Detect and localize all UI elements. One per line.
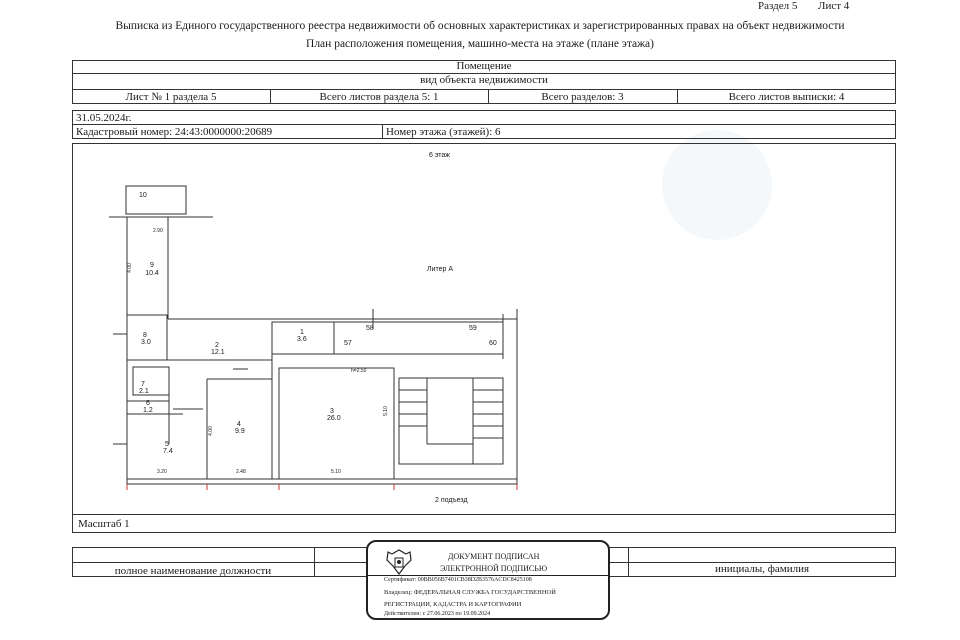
stamp-certificate: Сертификат: 00BB056B7401CB38D2B3576ACDC8425108 (384, 577, 532, 583)
room-9-number: 9 (150, 262, 154, 269)
object-type: Помещение (456, 60, 512, 72)
dimension-label: 4.00 (207, 426, 214, 436)
room-5-area: 7.4 (163, 448, 173, 455)
section-label: Раздел 5 (758, 0, 798, 12)
total-sections: Всего разделов: 3 (541, 91, 624, 103)
liter-label: Литер А (427, 266, 454, 273)
entrance-label: 2 подъезд (435, 497, 468, 504)
floor-plan (72, 143, 896, 533)
room-4-number: 4 (237, 421, 241, 428)
dimension-label: 5.10 (331, 469, 341, 475)
ceiling-height-label: h=2.50 (351, 368, 367, 374)
stamp-owner-line1: Владелец: ФЕДЕРАЛЬНАЯ СЛУЖБА ГОСУДАРСТВЕННОЙ (384, 589, 556, 596)
sheet-label: Лист 4 (818, 0, 850, 12)
extract-date: 31.05.2024г. (76, 112, 132, 124)
total-sheets-section: Всего листов раздела 5: 1 (319, 91, 439, 103)
stamp-owner-line2: РЕГИСТРАЦИИ, КАДАСТРА И КАРТОГРАФИИ (384, 601, 522, 608)
room-6-number: 6 (146, 400, 150, 407)
room-5-number: 5 (165, 441, 169, 448)
room-9-area: 10.4 (145, 270, 159, 277)
room-1-number: 1 (300, 329, 304, 336)
room-2-area: 12.1 (211, 349, 225, 356)
document-subtitle: План расположения помещения, машино-места на этаже (плане этажа) (306, 38, 654, 50)
room-59-number: 59 (469, 325, 477, 332)
room-2-number: 2 (215, 342, 219, 349)
room-4-area: 9.9 (235, 428, 245, 435)
room-60-number: 60 (489, 340, 497, 347)
floor-label: 6 этаж (429, 152, 450, 159)
electronic-signature-stamp (366, 540, 610, 620)
room-6-area: 1.2 (143, 407, 153, 414)
room-7-area: 2.1 (139, 388, 149, 395)
dimension-label: 4.00 (126, 263, 133, 273)
stamp-line2: ЭЛЕКТРОННОЙ ПОДПИСЬЮ (440, 564, 548, 573)
dimension-label: 5.10 (382, 406, 389, 416)
room-57-number: 57 (344, 340, 352, 347)
scale-label: Масштаб 1 (78, 518, 130, 530)
name-caption: инициалы, фамилия (714, 563, 810, 575)
scale-row (72, 514, 896, 533)
room-58-number: 58 (366, 325, 374, 332)
room-8-number: 8 (143, 332, 147, 339)
coat-of-arms-icon (382, 548, 416, 576)
object-type-caption: вид объекта недвижимости (420, 74, 548, 86)
floor-plan-drawing (73, 144, 897, 534)
room-3-number: 3 (330, 408, 334, 415)
stamp-line1: ДОКУМЕНТ ПОДПИСАН (448, 552, 540, 561)
floor-number: Номер этажа (этажей): 6 (386, 126, 501, 138)
room-10-number: 10 (139, 192, 147, 199)
room-1-area: 3.6 (297, 336, 307, 343)
room-3-area: 26.0 (327, 415, 341, 422)
document-title: Выписка из Единого государственного реестра недвижимости об основных характеристиках и зарегистрированных правах на объект недвижимости (115, 20, 845, 32)
position-caption: полное наименование должности (114, 565, 272, 577)
dimension-label: 3.20 (157, 469, 167, 475)
room-7-number: 7 (141, 381, 145, 388)
room-8-area: 3.0 (141, 339, 151, 346)
cadastral-number: Кадастровый номер: 24:43:0000000:20689 (76, 126, 273, 138)
sheet-number: Лист № 1 раздела 5 (125, 91, 217, 103)
dimension-label: 2.48 (236, 469, 246, 475)
total-sheets-extract: Всего листов выписки: 4 (728, 91, 845, 103)
stamp-validity: Действителен: с 27.06.2023 по 19.09.2024 (384, 611, 491, 617)
dimension-label: 2.90 (153, 228, 163, 234)
